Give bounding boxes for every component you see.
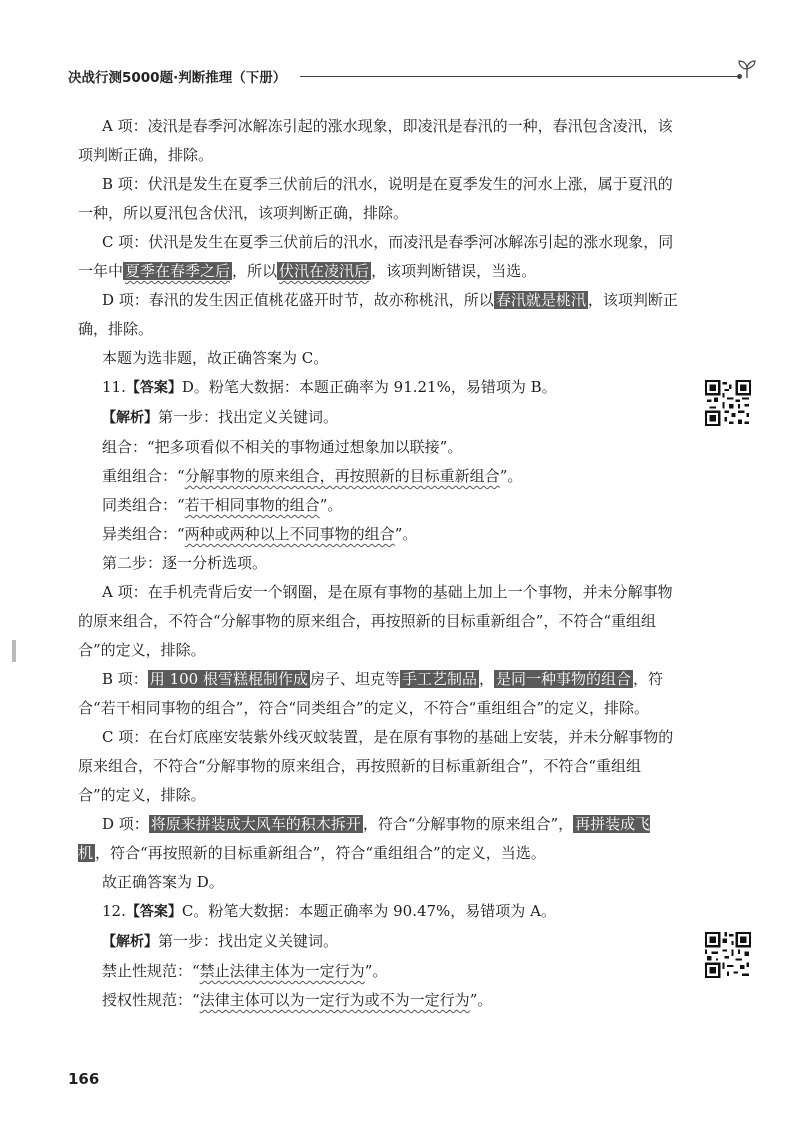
option-d-11: D 项： 将原来拼装成大风车的积木拆开 ，符合“分解事物的原来组合”， 再拼装成飞机 ，符合“再按照新的目标重新组合”，符合“重组组合”的定义，当选。 (78, 815, 651, 862)
page-number: 166 (68, 1070, 100, 1088)
analysis-11-step2: 第二步：逐一分析选项。 (102, 554, 268, 572)
answer-11: 11.【答案】D。粉笔大数据：本题正确率为 91.21%，易错项为 B。 (102, 378, 557, 396)
definition-same-type: 同类组合：“若干相同事物的组合”。 (102, 496, 343, 514)
option-c-11: C 项：在台灯底座安装紫外线灭蚊装置，是在原有事物的基础上安装，并未分解事物的原来组合，不符合“分解事物的原来组合，再按照新的目标重新组合”，不符合“重组组合”的定义，排除。 (78, 728, 674, 804)
analysis-12-step1: 【解析】第一步：找出定义关键词。 (102, 932, 339, 950)
highlight: 手工艺制品 (401, 670, 477, 688)
definition-recombination: 重组组合：“分解事物的原来组合，再按照新的目标重新组合”。 (102, 467, 523, 485)
answer-12: 12.【答案】C。粉笔大数据：本题正确率为 90.47%，易错项为 A。 (102, 902, 556, 920)
highlight: 用 100 根雪糕棍制作成 (149, 670, 308, 688)
paragraph-conclusion-10: 本题为选非题，故正确答案为 C。 (102, 349, 329, 367)
definition-combination: 组合：“把多项看似不相关的事物通过想象加以联接”。 (102, 438, 463, 456)
option-b-11: B 项： 用 100 根雪糕棍制作成 房子、坦克等 手工艺制品 ， 是同一种事物的组合 ，符合“若干相同事物的组合”，符合“同类组合”的定义，不符合“重组组合”的定义，排除。 (78, 670, 664, 717)
analysis-11-step1: 【解析】第一步：找出定义关键词。 (102, 408, 339, 426)
highlight: 春汛就是桃汛 (495, 291, 586, 309)
page-body (78, 112, 678, 1015)
running-header (68, 62, 758, 92)
definition-authorizing: 授权性规范：“法律主体可以为一定行为或不为一定行为”。 (102, 991, 493, 1009)
paragraph-b-fu: B 项：伏汛是发生在夏季三伏前后的汛水，说明是在夏季发生的河水上涨，属于夏汛的一种，所以夏汛包含伏汛，该项判断正确，排除。 (78, 175, 673, 222)
qr-code-icon (705, 380, 751, 426)
header-rule (300, 76, 738, 77)
paragraph-a-ling: A 项：凌汛是春季河冰解冻引起的涨水现象，即凌汛是春汛的一种，春汛包含凌汛，该项判断正确，排除。 (78, 117, 673, 164)
definition-different-type: 异类组合：“两种或两种以上不同事物的组合”。 (102, 525, 418, 543)
sprout-icon (736, 58, 758, 80)
highlight: 伏汛在凌汛后 (279, 262, 370, 280)
scan-mark (12, 640, 16, 662)
definition-prohibitive: 禁止性规范：“禁止法律主体为一定行为”。 (102, 962, 388, 980)
paragraph-c-fu-ling: C 项：伏汛是发生在夏季三伏前后的汛水，而凌汛是春季河冰解冻引起的涨水现象，同一年中 夏季在春季之后 ，所以 伏汛在凌汛后 ，该项判断错误，当选。 (78, 233, 674, 280)
highlight: 将原来拼装成大风车的积木拆开 (150, 815, 361, 833)
paragraph-conclusion-11: 故正确答案为 D。 (102, 873, 224, 891)
header-title: 决战行测5000题·判断推理（下册） (68, 70, 287, 86)
highlight: 夏季在春季之后 (125, 262, 231, 280)
highlight: 再拼装成飞机 (78, 815, 651, 862)
paragraph-d-chun: D 项：春汛的发生因正值桃花盛开时节，故亦称桃汛，所以 春汛就是桃汛 ，该项判断正确，排除。 (78, 291, 678, 338)
qr-code-icon (705, 932, 751, 978)
option-a-11: A 项：在手机壳背后安一个钢圈，是在原有事物的基础上加上一个事物，并未分解事物的原来组合，不符合“分解事物的原来组合，再按照新的目标重新组合”，不符合“重组组合”的定义，排除。 (78, 583, 673, 659)
highlight: 是同一种事物的组合 (496, 670, 632, 688)
